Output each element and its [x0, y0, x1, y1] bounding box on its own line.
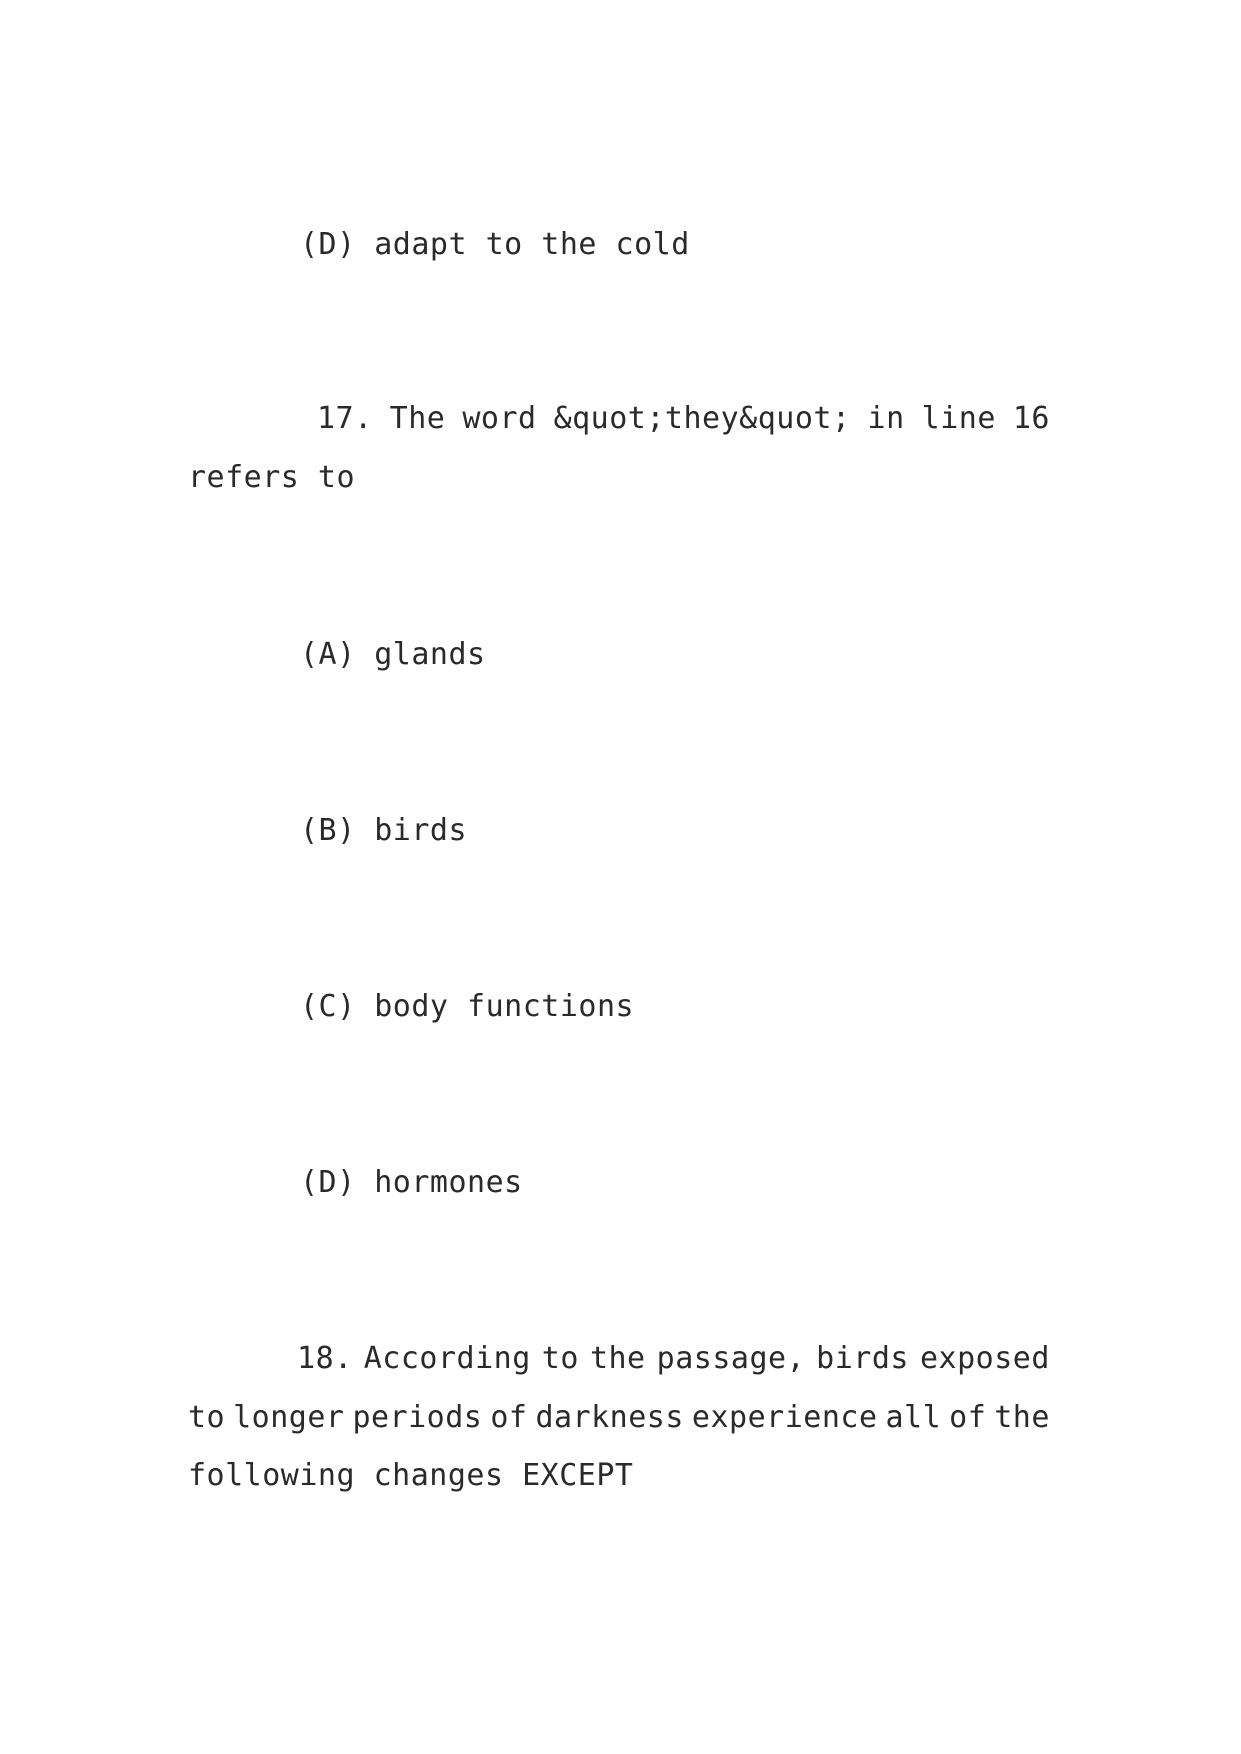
word: 18. [297, 1341, 353, 1376]
word: 16 [1012, 401, 1050, 436]
option-d-hormones: (D) hormones [300, 1165, 523, 1200]
question-18-stem-line-2 [188, 1398, 1050, 1438]
word: passage, [656, 1341, 806, 1376]
word: longer [233, 1400, 345, 1435]
word: The [389, 401, 446, 436]
option-a-glands: (A) glands [300, 637, 486, 672]
question-18-stem-line-3: following changes EXCEPT [188, 1458, 634, 1493]
word: word [462, 401, 537, 436]
word: the [589, 1341, 646, 1376]
word: all [885, 1400, 942, 1435]
word: periods [352, 1400, 483, 1435]
word: the [994, 1400, 1050, 1435]
word: line [921, 401, 996, 436]
word: exposed [919, 1341, 1050, 1376]
word: of [490, 1400, 528, 1435]
word: According [363, 1341, 531, 1376]
word: to [541, 1341, 579, 1376]
indent [188, 399, 300, 439]
indent [188, 1339, 286, 1379]
word: to [188, 1400, 226, 1435]
question-17-stem-line-2: refers to [188, 460, 356, 495]
option-b-birds: (B) birds [300, 813, 468, 848]
option-c-body-functions: (C) body functions [300, 989, 635, 1024]
word: &quot;they&quot; [553, 401, 851, 436]
word: darkness [535, 1400, 684, 1435]
word: experience [691, 1400, 878, 1435]
option-d-adapt-to-the-cold: (D) adapt to the cold [300, 227, 690, 262]
word: in [867, 401, 905, 436]
question-18-stem-line-1 [188, 1339, 1050, 1379]
word: 17. [316, 401, 373, 436]
question-17-stem-line-1 [188, 399, 1050, 439]
word: of [949, 1400, 987, 1435]
word: birds [816, 1341, 909, 1376]
